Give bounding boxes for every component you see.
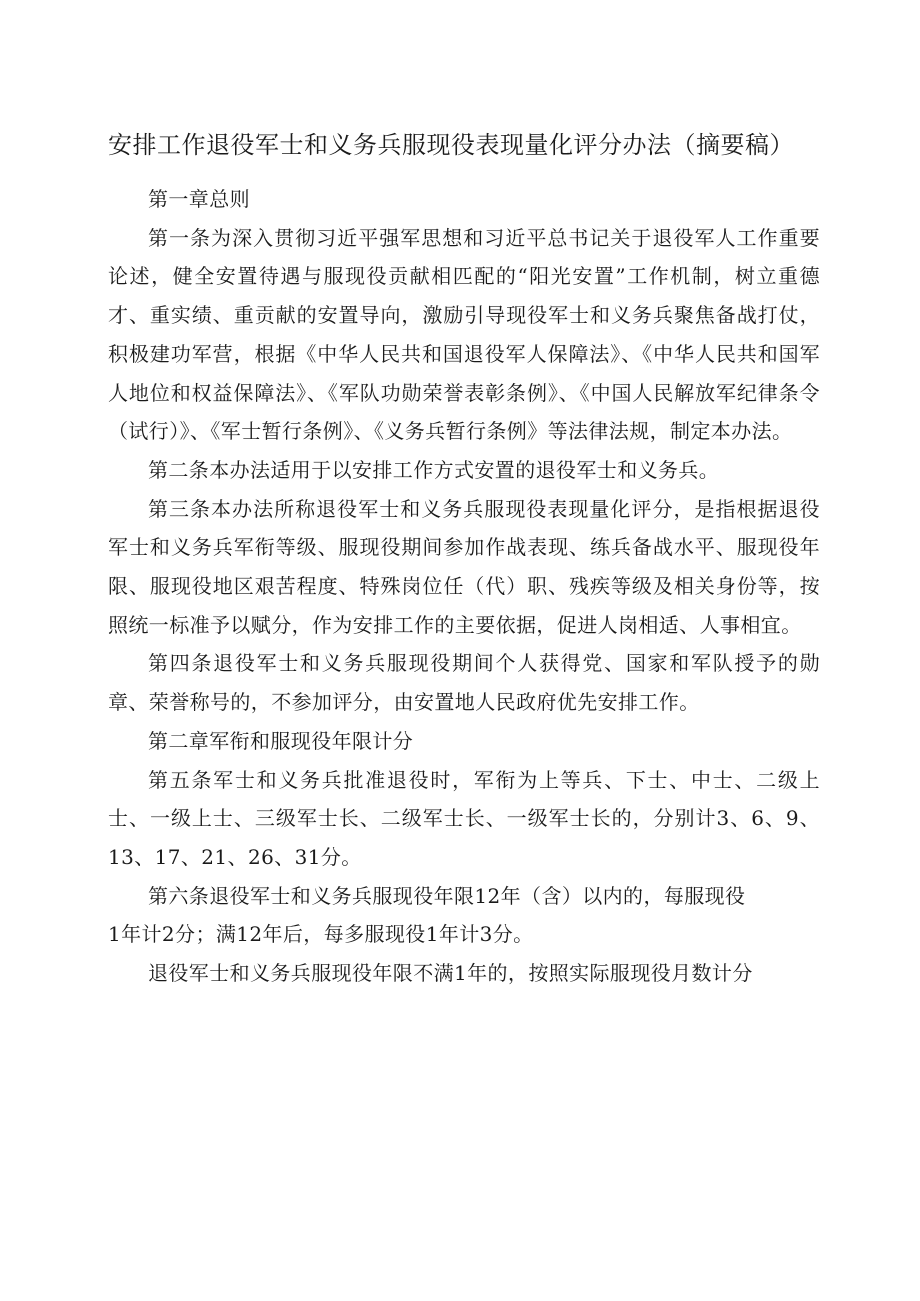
article-paragraph: 第六条退役军士和义务兵服现役年限12年（含）以内的，每服现役 — [148, 883, 746, 908]
chapter-heading: 第二章军衔和服现役年限计分 — [148, 728, 414, 753]
article-paragraph: 第一条为深入贯彻习近平强军思想和习近平总书记关于退役军人工作重要论述，健全安置待遇与服现役贡献相匹配的“阳光安置”工作机制，树立重德才、重实绩、重贡献的安置导向，激励引导现役军士和义务兵聚焦备战打仗，积极建功军营，根据《中华人民共和国退役军人保障法》、《中华人民共和国军人地位和权益保障法》、《军队功勋荣誉表彰条例》、《中国人民解放军纪律条令（试行）》、《军士暂行条例》、《义务兵暂行条例》等法律法规，制定本办法。 — [108, 225, 820, 444]
document-body — [108, 180, 820, 993]
article-paragraph: 第二条本办法适用于以安排工作方式安置的退役军士和义务兵。 — [148, 457, 720, 482]
article-paragraph: 第三条本办法所称退役军士和义务兵服现役表现量化评分，是指根据退役军士和义务兵军衔等级、服现役期间参加作战表现、练兵备战水平、服现役年限、服现役地区艰苦程度、特殊岗位任（代）职、残疾等级及相关身份等，按照统一标准予以赋分，作为安排工作的主要依据，促进人岗相适、人事相宜。 — [108, 496, 820, 637]
chapter-heading: 第一章总则 — [148, 187, 250, 211]
article-paragraph: 第五条军士和义务兵批准退役时，军衔为上等兵、下士、中士、二级上士、一级上士、三级军士长、二级军士长、一级军士长的，分别计3、6、9、13、17、21、26、31分。 — [108, 767, 820, 869]
document-title: 安排工作退役军士和义务兵服现役表现量化评分办法（摘要稿） — [108, 131, 794, 159]
article-paragraph: 退役军士和义务兵服现役年限不满1年的，按照实际服现役月数计分 — [148, 961, 753, 986]
article-paragraph: 第四条退役军士和义务兵服现役期间个人获得党、国家和军队授予的勋章、荣誉称号的，不参加评分，由安置地人民政府优先安排工作。 — [108, 651, 820, 715]
article-paragraph-continuation: 1年计2分；满12年后，每多服现役1年计3分。 — [108, 922, 534, 947]
